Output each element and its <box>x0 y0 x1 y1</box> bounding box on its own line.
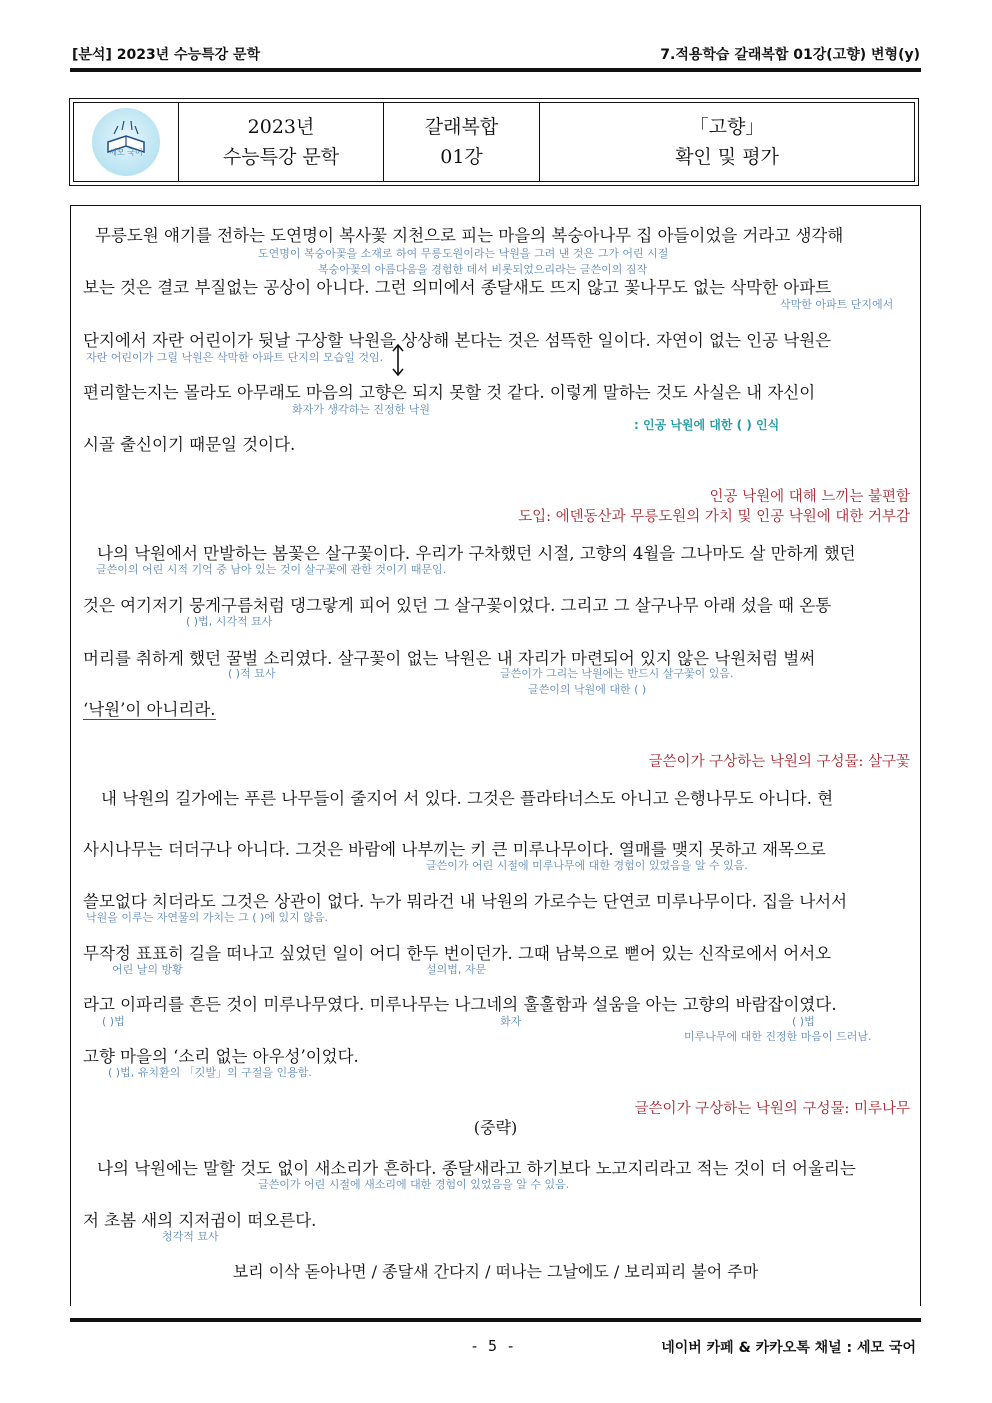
arrow-icon <box>388 342 408 378</box>
type-text: 확인 및 평가 <box>675 146 779 168</box>
lesson-text: 01강 <box>440 146 483 168</box>
summary-3: 글쓴이가 구상하는 낙원의 구성물: 미루나무 <box>634 1101 910 1117</box>
footer-rule <box>70 1318 921 1322</box>
p1-line1 <box>83 222 909 246</box>
p2-line4 <box>83 696 909 720</box>
page-number: - 5 - <box>470 1337 516 1355</box>
p1-line4: 편리할는지는 몰라도 아무래도 마음의 고향은 되지 못할 것 같다. 이렇게 말하는 것도 사실은 내 자신이 <box>83 383 816 402</box>
p1-line5: 시골 출신이기 때문일 것이다. <box>83 435 296 454</box>
title-table <box>69 98 919 186</box>
p1-annotation1: 도연명이 복숭아꽃을 소재로 하여 무릉도원이라는 낙원을 그려 낸 것은 그가 어린 시절 <box>258 247 669 260</box>
p3-line6: 고향 마을의 ‘소리 없는 아우성’이었다. <box>83 1047 359 1066</box>
header-rule <box>70 68 921 72</box>
logo-text: 세모 국어 <box>109 148 143 157</box>
p2-line2: 것은 여기저기 뭉게구름처럼 댕그랗게 피어 있던 그 살구꽃이었다. 그리고 그 살구나무 아래 섰을 때 온통 <box>83 596 832 615</box>
p3-annotation8: 미루나무에 대한 진정한 마음이 드러남. <box>684 1030 872 1043</box>
header-right: 7.적용학습 갈래복합 01강(고향) 변형(y) <box>660 47 920 63</box>
p3-annotation9: ( )법, 유치환의 「깃발」의 구절을 인용함. <box>108 1066 312 1079</box>
title-work-cell <box>540 103 914 181</box>
p3-annotation6: 화자 <box>500 1015 522 1028</box>
title-year-cell <box>179 103 384 181</box>
p3-line5: 라고 이파리를 흔든 것이 미루나무였다. 미루나무는 나그네의 훌훌함과 설움을 아는 고향의 바람잡이였다. <box>83 995 837 1014</box>
p3-line4: 무작정 표표히 길을 떠나고 싶었던 일이 어디 한두 번이던가. 그때 남북으로 뻗어 있는 신작로에서 어서오 <box>83 944 832 963</box>
footer-right: 네이버 카페 & 카카오톡 채널 : 세모 국어 <box>661 1340 916 1356</box>
summary-1a: 인공 낙원에 대해 느끼는 불편함 <box>709 489 910 505</box>
p2-line1: 나의 낙원에서 만발하는 봄꽃은 살구꽃이다. 우리가 구차했던 시절, 고향의 4월을 그나마도 살 만하게 했던 <box>97 544 856 563</box>
work-title: 「고향」 <box>689 116 765 138</box>
p2-annotation5: 글쓴이의 낙원에 대한 ( ) <box>528 683 647 696</box>
logo-cell <box>74 103 179 181</box>
book-text: 수능특강 문학 <box>222 146 340 168</box>
p3-line3: 쓸모없다 치더라도 그것은 상관이 없다. 누가 뭐라건 내 낙원의 가로수는 단연코 미루나무이다. 집을 나서서 <box>83 892 848 911</box>
summary-2: 글쓴이가 구상하는 낙원의 구성물: 살구꽃 <box>648 754 910 770</box>
p3-annotation2: 낙원을 이루는 자연물의 가치는 그 ( )에 있지 않음. <box>86 911 328 924</box>
p2-annotation2: ( )법, 시각적 묘사 <box>186 615 273 628</box>
p3-annotation7: ( )법 <box>792 1015 815 1028</box>
summary-1b: 도입: 에덴동산과 무릉도원의 가치 및 인공 낙원에 대한 거부감 <box>518 509 910 525</box>
p4-line1: 나의 낙원에는 말할 것도 없이 새소리가 흔하다. 종달새라고 하기보다 노고지리라고 적는 것이 더 어울리는 <box>97 1159 856 1178</box>
p1-line2: 보는 것은 결코 부질없는 공상이 아니다. 그런 의미에서 종달새도 뜨지 않고 꽃나무도 없는 삭막한 아파트 <box>83 278 832 297</box>
p2-annotation1: 글쓴이의 어린 시적 기억 중 남아 있는 것이 살구꽃에 관한 것이기 때문임. <box>96 563 447 576</box>
p1-annotation3: 삭막한 아파트 단지에서 <box>780 298 894 311</box>
p1-annotation5: 화자가 생각하는 진정한 낙원 <box>292 403 431 416</box>
p2-annotation4: 글쓴이가 그리는 낙원에는 반드시 살구꽃이 있음. <box>500 667 734 680</box>
p2-line3: 머리를 취하게 했던 꿀벌 소리였다. 살구꽃이 없는 낙원은 내 자리가 마련되어 있지 않은 낙원처럼 벌써 <box>83 649 816 668</box>
p4-annotation2: 청각적 묘사 <box>162 1230 219 1243</box>
p1-annotation4: 자란 어린이가 그릴 낙원은 삭막한 아파트 단지의 모습일 것임. <box>86 351 384 364</box>
p1-line3: 단지에서 자란 어린이가 뒷날 구상할 낙원을 상상해 본다는 것은 섬뜩한 일이다. 자연이 없는 인공 낙원은 <box>83 331 832 350</box>
p3-line2: 사시나무는 더더구나 아니다. 그것은 바람에 나부끼는 키 큰 미루나무이다. 열매를 맺지 못하고 재목으로 <box>83 840 826 859</box>
p4-line2: 저 초봄 새의 지저귐이 떠오른다. <box>83 1211 317 1230</box>
title-category-cell <box>384 103 540 181</box>
p3-line1: 내 낙원의 길가에는 푸른 나무들이 줄지어 서 있다. 그것은 플라타너스도 아니고 은행나무도 아니다. 현 <box>101 789 834 808</box>
category-text: 갈래복합 <box>424 116 499 138</box>
p3-annotation1: 글쓴이가 어린 시절에 미루나무에 대한 경험이 있었음을 알 수 있음. <box>426 859 748 872</box>
p1-annotation6: : 인공 낙원에 대한 ( ) 인식 <box>634 418 780 432</box>
p1-annotation2: 복숭아꽃의 아름다움을 경험한 데서 비롯되었으리라는 글쓴이의 짐작 <box>318 263 648 276</box>
header-left: [분석] 2023년 수능특강 문학 <box>72 47 261 63</box>
verse-line: 보리 이삭 돋아나면 / 종달새 간다지 / 떠나는 그날에도 / 보리피리 불어 주마 <box>232 1262 759 1281</box>
p3-annotation3: 어린 날의 방황 <box>112 963 183 976</box>
p3-annotation5: ( )법 <box>102 1015 125 1028</box>
p2-annotation3: ( )적 묘사 <box>228 667 276 680</box>
p4-annotation1: 글쓴이가 어린 시절에 새소리에 대한 경험이 있었음을 알 수 있음. <box>258 1178 570 1191</box>
p1-line1-text: 무릉도원 얘기를 전하는 도연명이 복사꽃 지천으로 피는 마을의 복숭아나무 집 아들이었을 거라고 생각해 <box>95 226 844 245</box>
omitted-mark: (중략) <box>473 1118 518 1137</box>
p3-annotation4: 설의법, 자문 <box>426 963 487 976</box>
year-text: 2023년 <box>247 116 315 138</box>
p2-line4-text: ‘낙원’이 아니리라. <box>83 700 216 719</box>
book-logo-icon <box>92 108 160 176</box>
